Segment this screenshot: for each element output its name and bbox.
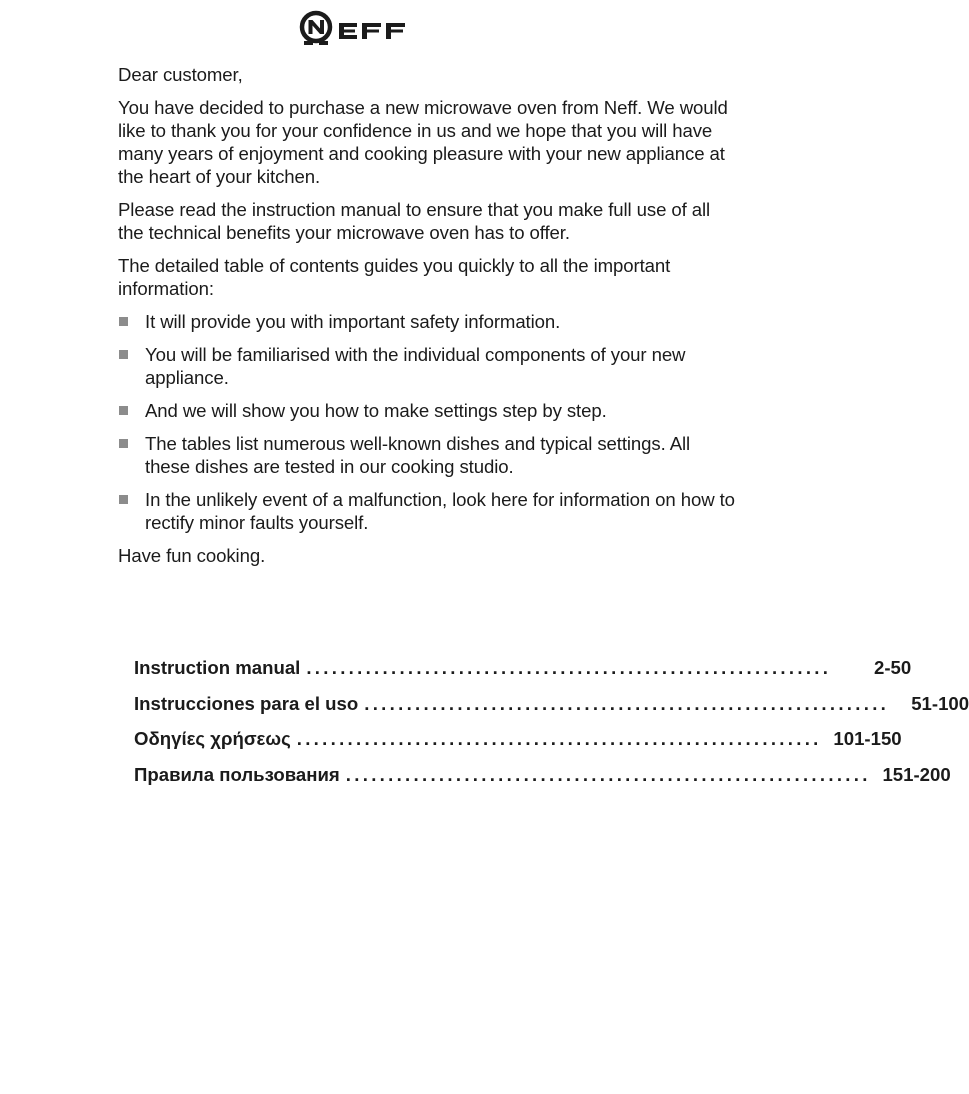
leader-dots: ..............................................................: [345, 763, 871, 785]
list-item-text: And we will show you how to make settings step by step.: [145, 400, 607, 421]
toc-label: Οδηγίες χρήσεως: [134, 728, 291, 749]
list-item: [118, 488, 738, 534]
list-item: [118, 310, 738, 333]
square-bullet-icon: [119, 495, 128, 504]
leader-dots: ..............................................................: [296, 728, 822, 749]
neff-logo-mark: [299, 11, 417, 47]
toc-row-greek[interactable]: [134, 728, 902, 764]
toc-pages: 101-150: [833, 728, 902, 749]
manual-paragraph: Please read the instruction manual to ensure that you make full use of all the technical benefits your microwave oven has to offer.: [118, 199, 711, 243]
toc-pages: 51-100: [911, 692, 969, 714]
list-item-text: In the unlikely event of a malfunction, look here for information on how to rectify minor faults yourself.: [145, 489, 735, 533]
square-bullet-icon: [119, 317, 128, 326]
list-item: [118, 432, 738, 478]
list-item-text: The tables list numerous well-known dishes and typical settings. All these dishes are tested in our cooking studio.: [145, 433, 691, 477]
language-contents: [134, 657, 969, 799]
toc-label: Instrucciones para el uso: [134, 692, 359, 714]
leader-dots: ..............................................................: [306, 657, 832, 678]
toc-pages: 151-200: [882, 763, 951, 785]
leader-dots: ..............................................................: [364, 692, 890, 714]
feature-list: [118, 310, 738, 534]
neff-logo: [299, 11, 417, 47]
square-bullet-icon: [119, 350, 128, 359]
toc-row-spanish[interactable]: [134, 692, 969, 729]
list-item: [118, 399, 738, 422]
contents-paragraph: The detailed table of contents guides you quickly to all the important information:: [118, 255, 671, 299]
letter-body: [118, 63, 738, 577]
toc-row-english[interactable]: [134, 657, 912, 693]
list-item-text: It will provide you with important safety information.: [145, 311, 561, 332]
intro-paragraph: You have decided to purchase a new microwave oven from Neff. We would like to thank you for your confidence in us and we hope that you will have many years of enjoyment and cooking pleasure with your new appliance at the heart of your kitchen.: [118, 97, 728, 187]
toc-label: Правила пользования: [134, 763, 340, 785]
greeting: Dear customer,: [118, 64, 243, 85]
square-bullet-icon: [119, 439, 128, 448]
toc-label: Instruction manual: [134, 657, 301, 678]
list-item-text: You will be familiarised with the individual components of your new appliance.: [145, 344, 686, 388]
list-item: [118, 343, 738, 389]
square-bullet-icon: [119, 406, 128, 415]
toc-row-russian[interactable]: [134, 763, 951, 800]
toc-pages: 2-50: [874, 657, 912, 678]
closing: Have fun cooking.: [118, 545, 266, 566]
